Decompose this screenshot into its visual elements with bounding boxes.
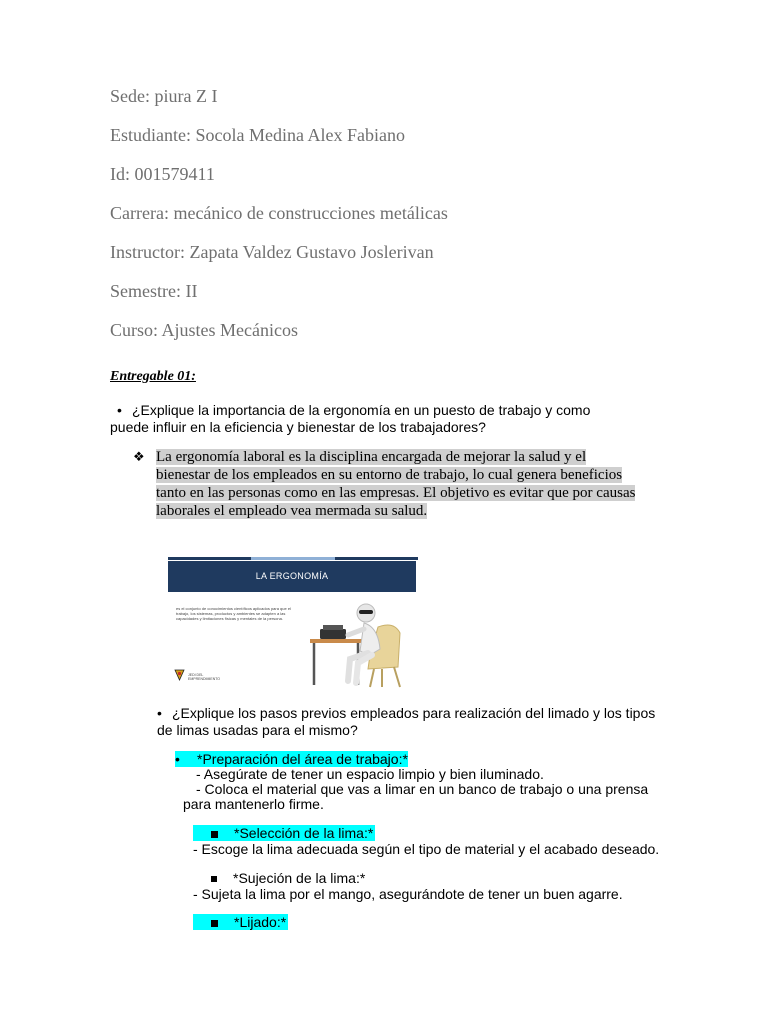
step-file-selection [193,825,663,857]
question-1-line-2: puede influir en la eficiencia y bienestar de los trabajadores? [110,419,486,435]
step-line: - Coloca el material que vas a limar en un banco de trabajo o una prensa [196,781,649,797]
bullet-icon: • [157,705,162,721]
student-line: Estudiante: Socola Medina Alex Fabiano [110,125,405,145]
step-line: - Sujeta la lima por el mango, asegurándote de tener un buen agarre. [193,886,623,902]
step-line: para mantenerlo firme. [183,796,324,812]
question-2-line-1: ¿Explique los pasos previos empleados para realización del limado y los tipos [172,705,656,721]
semester-line: Semestre: II [110,281,198,301]
step-title: *Selección de la lima:* [234,825,374,841]
square-bullet-icon [211,831,218,838]
sede-line: Sede: piura Z I [110,86,218,106]
answer-1-line-4: laborales el empleado vea mermada su salud. [156,503,428,519]
answer-1-line-3: tanto en las personas como en las empresas. El objetivo es evitar que por causas [156,485,636,501]
figure-top-stripes [168,557,418,560]
step-preparation [175,752,655,812]
step-title: *Sujeción de la lima:* [233,870,366,886]
figure-logo-text: JEDI DEL EMPRENDIMIENTO [188,673,221,681]
logo-mark-icon [174,669,185,681]
question-2 [157,705,657,739]
square-bullet-icon [211,920,218,927]
answer-1-line-1: La ergonomía laboral es la disciplina encargada de mejorar la salud y el [156,449,587,465]
figure-body-text: es el conjunto de conocimientos científicos aplicados para que el trabajo, los sistemas, productos y ambientes se adapten a las capacidades y limitaciones físicas y mentales de la persona. [176,606,291,621]
step-file-grip [193,870,663,902]
question-1 [110,402,630,436]
figure-banner-title: LA ERGONOMÍA [168,561,416,592]
bullet-icon: • [175,751,180,767]
question-2-line-2: de limas usadas para el mismo? [157,722,358,738]
career-line: Carrera: mecánico de construcciones metálicas [110,203,448,223]
step-title: *Lijado:* [234,914,287,930]
answer-1-line-2: bienestar de los empleados en su entorno de trabajo, lo cual genera beneficios [156,467,623,483]
deliverable-heading: Entregable 01: [110,369,196,384]
course-line: Curso: Ajustes Mecánicos [110,320,298,340]
question-1-line-1: ¿Explique la importancia de la ergonomía en un puesto de trabajo y como [132,402,591,418]
square-bullet-icon [211,876,217,882]
step-sanding [193,914,663,930]
bullet-icon: • [117,402,122,418]
id-line: Id: 001579411 [110,164,215,184]
instructor-line: Instructor: Zapata Valdez Gustavo Joslerivan [110,242,434,262]
diamond-bullet-icon: ❖ [133,449,145,464]
step-line: - Escoge la lima adecuada según el tipo de material y el acabado deseado. [193,841,660,857]
step-line: - Asegúrate de tener un espacio limpio y bien iluminado. [196,766,544,782]
worker-at-desk-illustration [308,597,418,693]
figure-logo [174,669,234,683]
ergonomics-image [168,557,418,693]
step-title: *Preparación del área de trabajo:* [197,751,408,767]
